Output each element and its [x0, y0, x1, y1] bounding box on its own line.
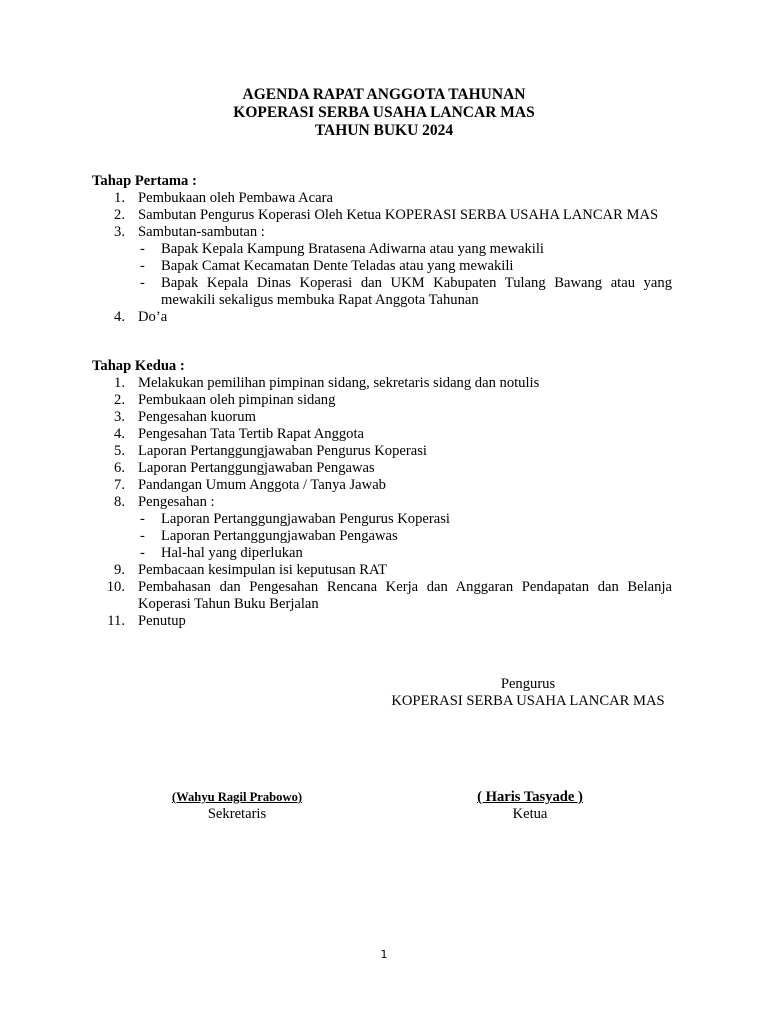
dash-bullet: -	[140, 241, 145, 257]
pengurus-label: Pengurus	[500, 676, 556, 692]
sub-item-text: Laporan Pertanggungjawaban Pengawas	[161, 528, 398, 544]
dash-bullet: -	[140, 545, 145, 561]
list-item	[92, 375, 672, 392]
sub-item-text: Hal-hal yang diperlukan	[161, 545, 303, 561]
list-item	[92, 477, 672, 494]
item-number: 3.	[114, 409, 125, 425]
title-line-1: AGENDA RAPAT ANGGOTA TAHUNAN	[242, 86, 526, 103]
item-number: 6.	[114, 460, 125, 476]
item-number: 3.	[114, 224, 125, 240]
item-number: 11.	[107, 613, 125, 629]
list-item	[92, 409, 672, 426]
item-text: Pengesahan kuorum	[138, 409, 256, 425]
item-number: 7.	[114, 477, 125, 493]
list-item	[92, 562, 672, 579]
list-item	[92, 613, 672, 630]
document-title	[0, 86, 768, 140]
sub-list	[138, 511, 672, 562]
item-text: Pembahasan dan Pengesahan Rencana Kerja dan Anggaran Pendapatan dan Belanja Koperasi Tahun Buku Berjalan	[138, 579, 672, 612]
item-text: Pembacaan kesimpulan isi keputusan RAT	[138, 562, 387, 578]
list-item	[92, 460, 672, 477]
secretary-name: (Wahyu Ragil Prabowo)	[171, 790, 303, 804]
section-heading: Tahap Kedua :	[92, 358, 185, 374]
item-number: 10.	[106, 579, 125, 595]
sub-item	[138, 511, 672, 528]
item-text: Pembukaan oleh Pembawa Acara	[138, 190, 333, 206]
secretary-role: Sekretaris	[207, 806, 267, 822]
item-number: 4.	[114, 309, 125, 325]
item-text: Laporan Pertanggungjawaban Pengawas	[138, 460, 375, 476]
item-text: Laporan Pertanggungjawaban Pengurus Koperasi	[138, 443, 427, 459]
chairman-name: ( Haris Tasyade )	[477, 789, 583, 805]
item-number: 2.	[114, 392, 125, 408]
signature-secretary	[127, 789, 347, 823]
item-number: 9.	[114, 562, 125, 578]
item-text: Pengesahan Tata Tertib Rapat Anggota	[138, 426, 364, 442]
section-heading: Tahap Pertama :	[92, 173, 197, 189]
item-text: Penutup	[138, 613, 186, 629]
item-text: Sambutan-sambutan :	[138, 224, 265, 240]
page-number: 1	[380, 948, 388, 961]
item-text: Do’a	[138, 309, 168, 325]
title-line-3: TAHUN BUKU 2024	[314, 122, 454, 139]
signature-header	[368, 676, 688, 710]
item-text: Pembukaan oleh pimpinan sidang	[138, 392, 336, 408]
item-number: 5.	[114, 443, 125, 459]
item-number: 1.	[114, 375, 125, 391]
item-text: Sambutan Pengurus Koperasi Oleh Ketua KOPERASI SERBA USAHA LANCAR MAS	[138, 207, 659, 223]
item-number: 4.	[114, 426, 125, 442]
sub-list	[138, 241, 672, 309]
agenda-list	[92, 375, 672, 630]
list-item	[92, 443, 672, 460]
sub-item	[138, 545, 672, 562]
organization-name: KOPERASI SERBA USAHA LANCAR MAS	[391, 693, 665, 709]
list-item	[92, 309, 672, 326]
signature-chairman	[420, 789, 640, 823]
dash-bullet: -	[140, 528, 145, 544]
sub-item-text: Laporan Pertanggungjawaban Pengurus Koperasi	[161, 511, 450, 527]
sub-item	[138, 258, 672, 275]
list-item	[92, 190, 672, 207]
dash-bullet: -	[140, 258, 145, 274]
item-text: Melakukan pemilihan pimpinan sidang, sekretaris sidang dan notulis	[138, 375, 540, 391]
dash-bullet: -	[140, 511, 145, 527]
item-number: 1.	[114, 190, 125, 206]
chairman-role: Ketua	[512, 806, 548, 822]
sub-item	[138, 241, 672, 258]
section-tahap-kedua	[92, 358, 672, 630]
sub-item-text: Bapak Camat Kecamatan Dente Teladas atau yang mewakili	[161, 258, 514, 274]
agenda-list	[92, 190, 672, 326]
section-tahap-pertama	[92, 173, 672, 326]
dash-bullet: -	[140, 275, 145, 291]
list-item	[92, 224, 672, 309]
item-text: Pandangan Umum Anggota / Tanya Jawab	[138, 477, 386, 493]
list-item	[92, 494, 672, 562]
item-text: Pengesahan :	[138, 494, 215, 510]
title-line-2: KOPERASI SERBA USAHA LANCAR MAS	[233, 104, 535, 121]
sub-item	[138, 528, 672, 545]
sub-item	[138, 275, 672, 309]
list-item	[92, 579, 672, 613]
list-item	[92, 207, 672, 224]
item-number: 8.	[114, 494, 125, 510]
list-item	[92, 426, 672, 443]
item-number: 2.	[114, 207, 125, 223]
sub-item-text: Bapak Kepala Kampung Bratasena Adiwarna atau yang mewakili	[161, 241, 544, 257]
sub-item-text: Bapak Kepala Dinas Koperasi dan UKM Kabupaten Tulang Bawang atau yang mewakili sekaligus membuka Rapat Anggota Tahunan	[161, 275, 672, 308]
list-item	[92, 392, 672, 409]
